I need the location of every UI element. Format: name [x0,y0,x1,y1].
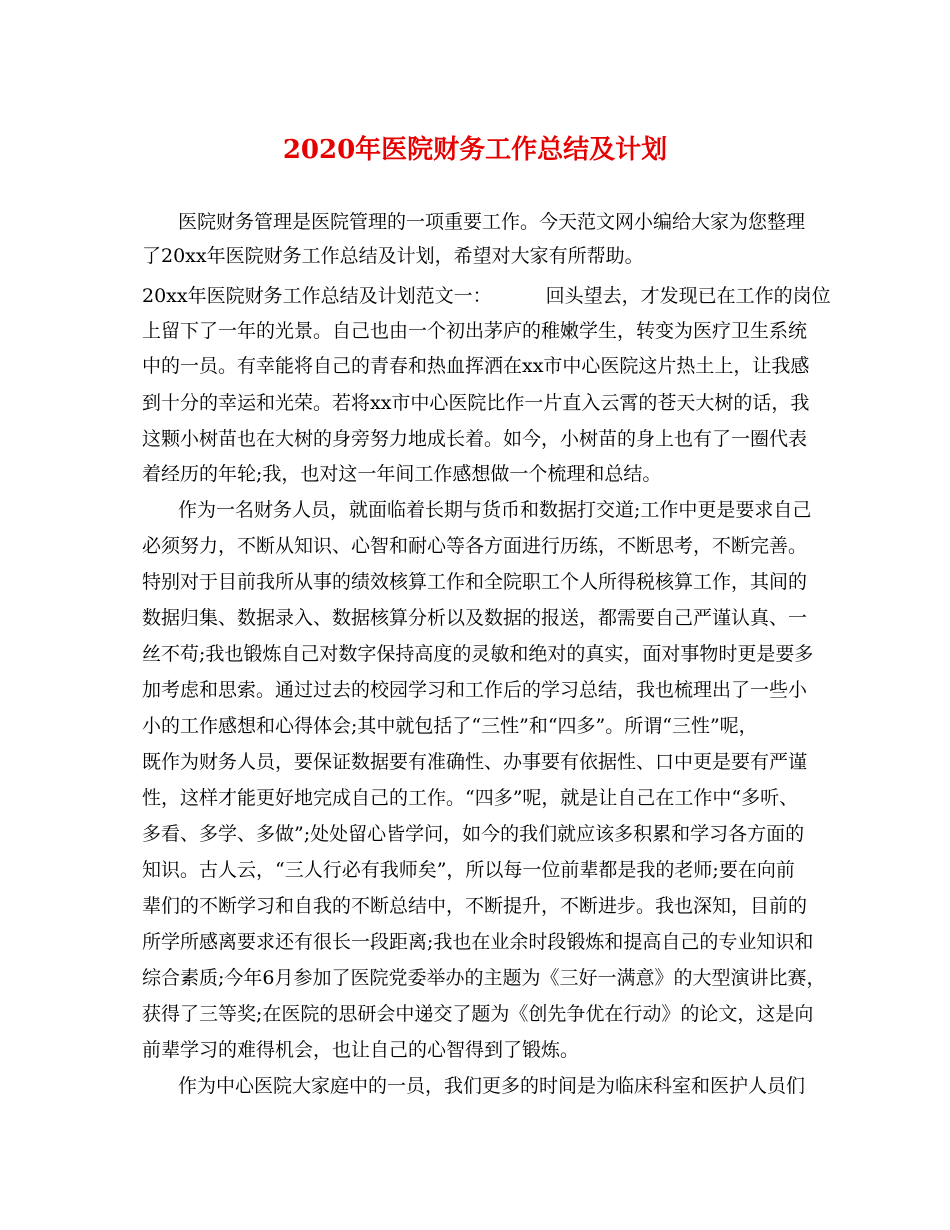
text-line: 加考虑和思索。通过过去的校园学习和工作后的学习总结，我也梳理出了一些小 [142,679,808,701]
text-line: 了20xx年医院财务工作总结及计划，希望对大家有所帮助。 [142,245,644,267]
text-line: 必须努力，不断从知识、心智和耐心等各方面进行历练，不断思考，不断完善。 [142,535,808,557]
text-line: 既作为财务人员，要保证数据要有准确性、办事要有依据性、口中更是要有严谨 [142,751,808,773]
text-line: 特别对于目前我所从事的绩效核算工作和全院职工个人所得税核算工作，其间的 [142,571,808,593]
text-line: 上留下了一年的光景。自己也由一个初出茅庐的稚嫩学生，转变为医疗卫生系统 [142,320,808,342]
text-line: 丝不苟;我也锻炼自己对数字保持高度的灵敏和绝对的真实，面对事物时更是要多 [142,643,814,665]
section-heading: 20xx年医院财务工作总结及计划范文一： [142,285,492,307]
text-line: 辈们的不断学习和自我的不断总结中，不断提升，不断进步。我也深知，目前的 [142,895,808,917]
text-fragment: 回头望去，才发现已在工作的岗位 [545,285,831,307]
text-line: 综合素质;今年6月参加了医院党委举办的主题为《三好一满意》的大型演讲比赛， [142,967,826,989]
text-line: 作为一名财务人员，就面临着长期与货币和数据打交道;工作中更是要求自己 [178,499,812,521]
text-line: 知识。古人云，“三人行必有我师矣”，所以每一位前辈都是我的老师;要在向前 [142,859,795,881]
text-line: 着经历的年轮;我，也对这一年间工作感想做一个梳理和总结。 [142,463,662,485]
document-title: 2020年医院财务工作总结及计划 [282,135,668,165]
text-line: 数据归集、数据录入、数据核算分析以及数据的报送，都需要自己严谨认真、一 [142,607,808,629]
text-line: 医院财务管理是医院管理的一项重要工作。今天范文网小编给大家为您整理 [178,211,806,233]
text-line: 前辈学习的难得机会，也让自己的心智得到了锻炼。 [142,1039,580,1061]
text-line: 所学所感离要求还有很长一段距离;我也在业余时段锻炼和提高自己的专业知识和 [142,931,814,953]
text-line: 获得了三等奖;在医院的思研会中递交了题为《创先争优在行动》的论文，这是向 [142,1003,814,1025]
text-line: 性，这样才能更好地完成自己的工作。“四多”呢，就是让自己在工作中“多听、 [142,787,799,809]
text-line: 多看、多学、多做”;处处留心皆学问，如今的我们就应该多积累和学习各方面的 [142,823,805,845]
text-line: 中的一员。有幸能将自己的青春和热血挥洒在xx市中心医院这片热土上，让我感 [142,355,810,377]
text-line: 小的工作感想和心得体会;其中就包括了“三性”和“四多”。所谓“三性”呢， [142,715,758,737]
text-line [142,283,831,309]
text-line: 这颗小树苗也在大树的身旁努力地成长着。如今，小树苗的身上也有了一圈代表 [142,428,808,450]
text-line: 作为中心医院大家庭中的一员，我们更多的时间是为临床科室和医护人员们 [178,1075,806,1097]
text-line: 到十分的幸运和光荣。若将xx市中心医院比作一片直入云霄的苍天大树的话，我 [142,392,810,414]
